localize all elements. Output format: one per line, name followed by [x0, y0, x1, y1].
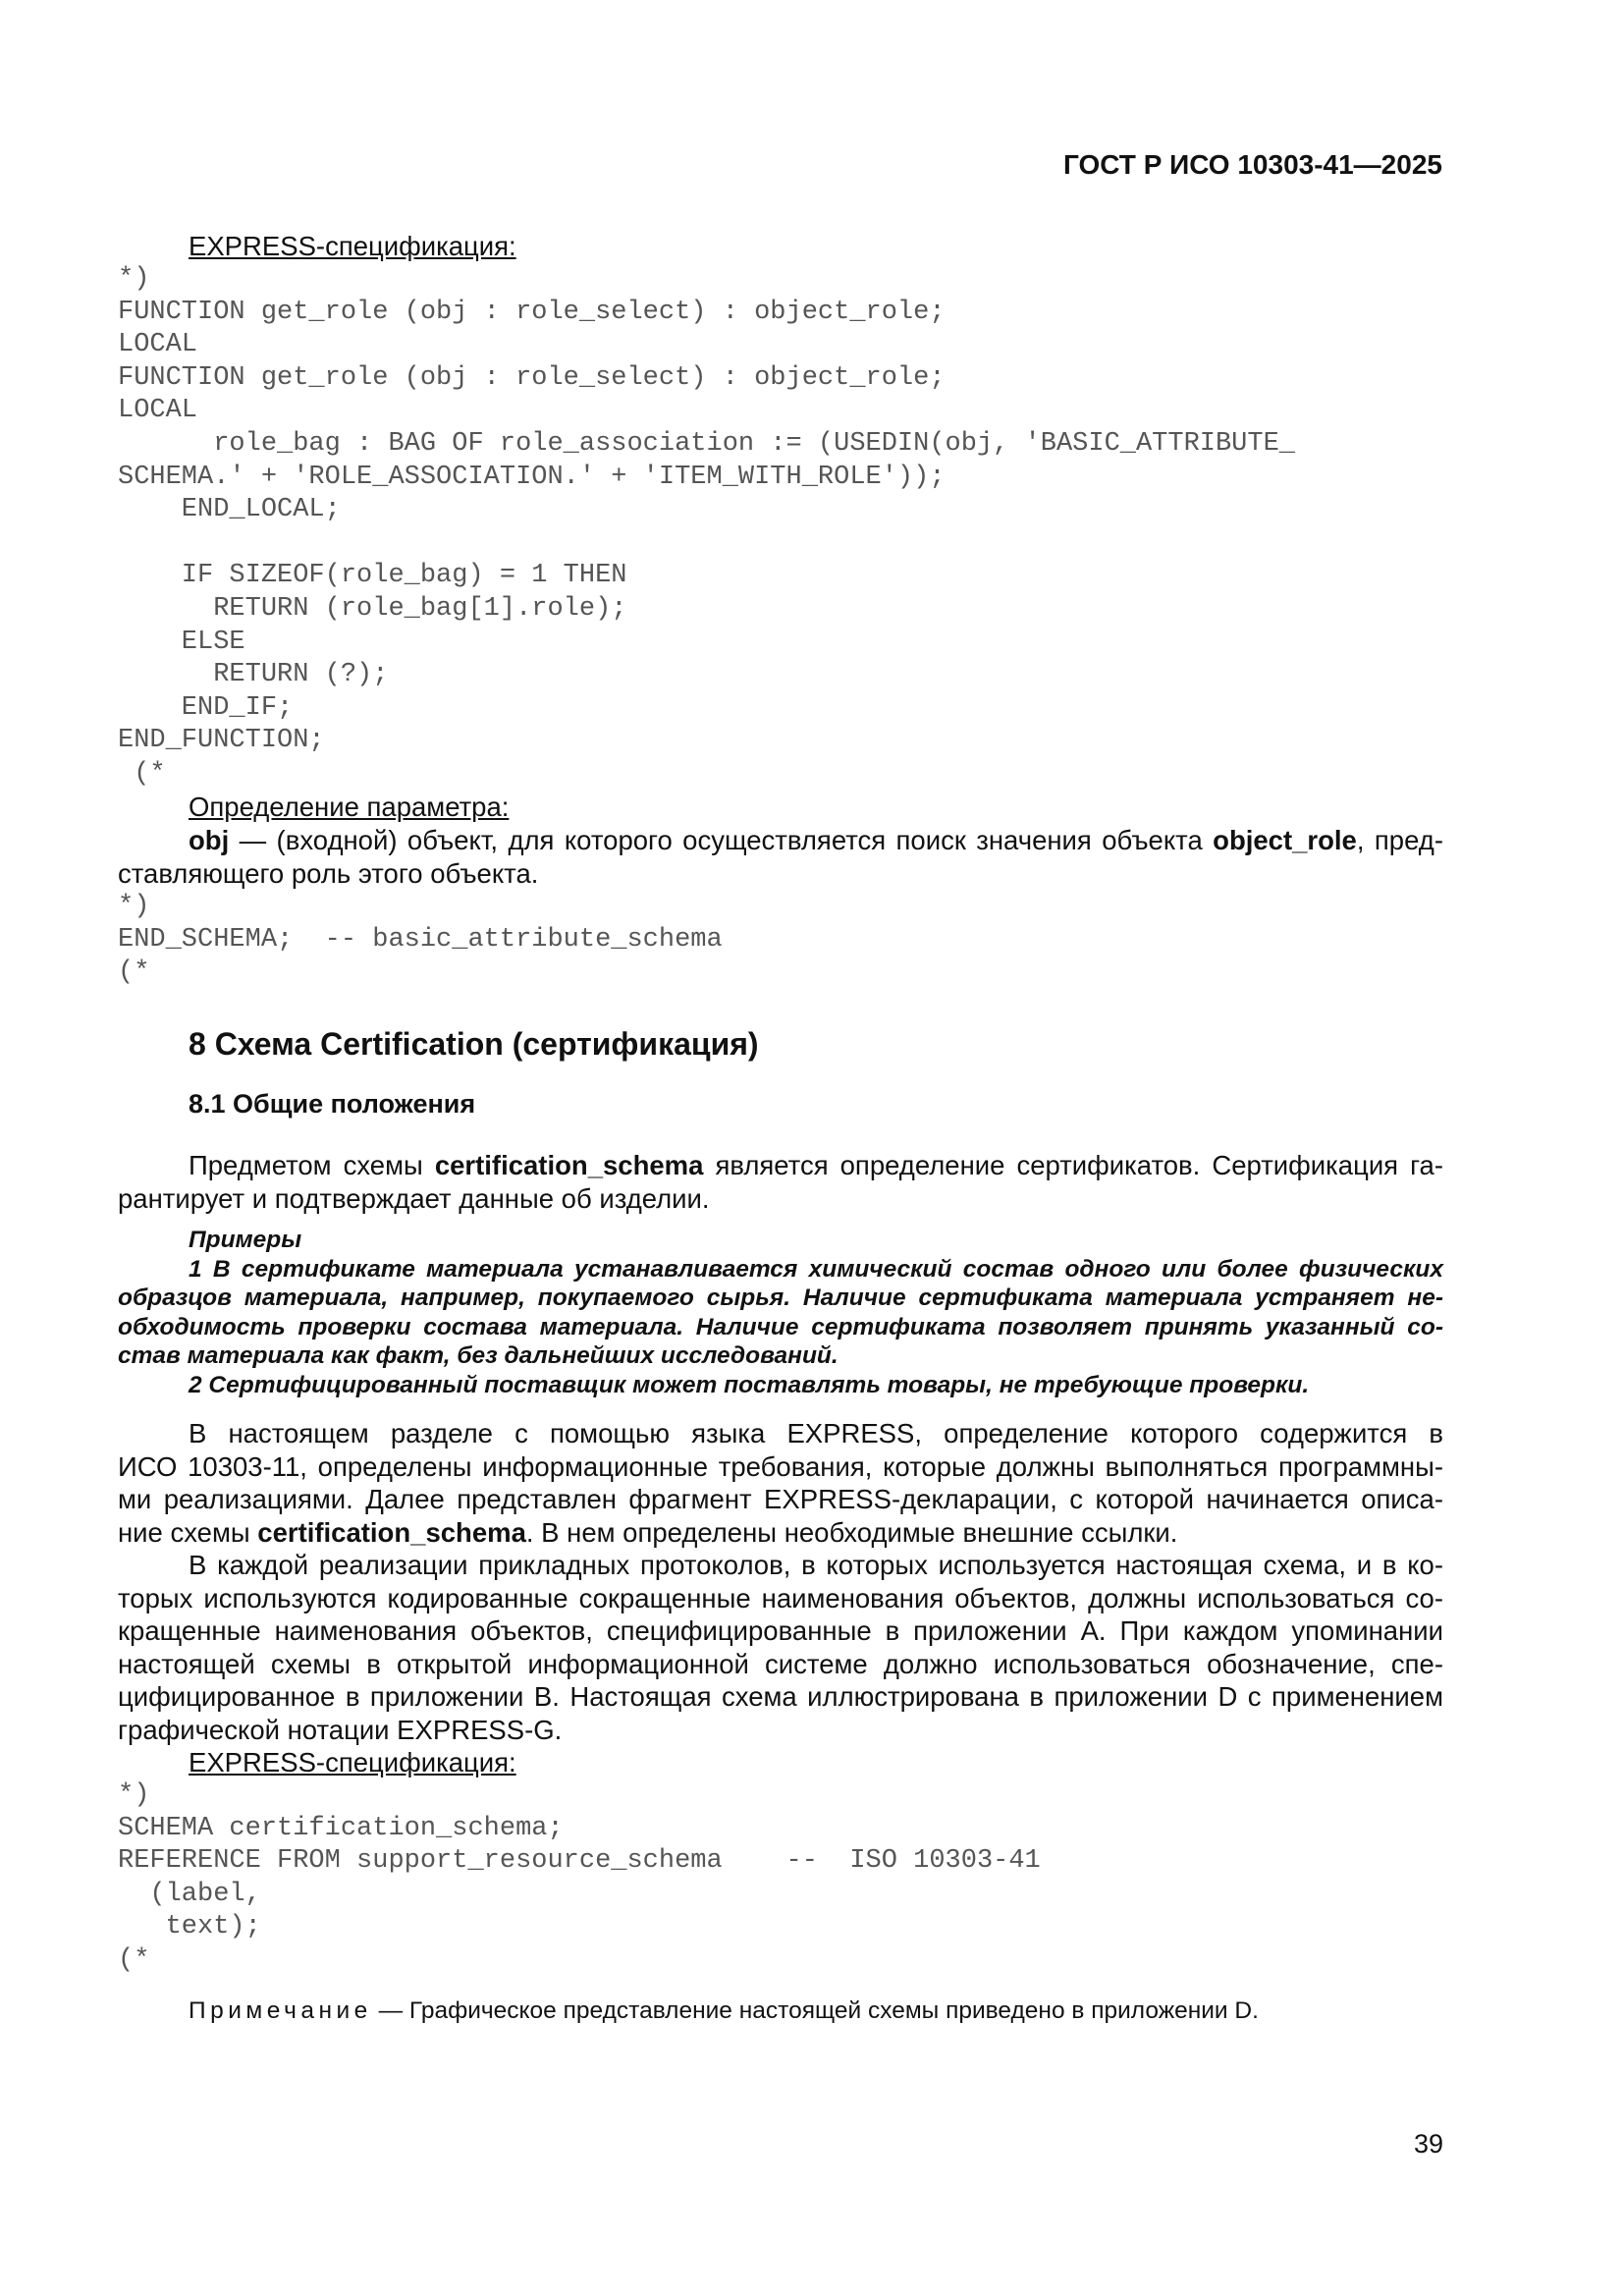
paragraph-express-intro [118, 1417, 1443, 1549]
example2: 2 Сертифицированный поставщик может поставлять товары, не требующие проверки. [189, 1371, 1310, 1398]
examples-title: Примеры [189, 1227, 302, 1253]
param-bold-object: object_role [1213, 825, 1357, 855]
para2-line3: кращенные наименования объектов, специфицированные в приложении А. При каждом упоминании [118, 1615, 1443, 1647]
para2-line4: настоящей схемы в открытой информационной системе должно использоваться обозначение, спе- [118, 1648, 1443, 1679]
param-def-line2: ставляющего роль этого объекта. [118, 857, 539, 889]
para1-line2: ИСО 10303-11, определены информационные требования, которые должны выполняться программны- [118, 1450, 1443, 1482]
section-title: 8 Схема Certification (сертификация) [189, 1026, 759, 1062]
note [189, 1997, 1259, 2025]
note-label: Примечание [189, 1997, 372, 2024]
param-def-text [118, 824, 1443, 890]
subsection-title: 8.1 Общие положения [189, 1089, 476, 1119]
param-def-heading: Определение параметра: [189, 792, 510, 822]
examples-block [118, 1226, 1443, 1399]
section-intro [118, 1149, 1443, 1215]
example1-line3: обходимость проверки состава материала. Наличие сертификата позволяет принять указанный со- [118, 1313, 1443, 1340]
para1-line4: ние схемы certification_schema. В нем определены необходимые внешние ссылки. [118, 1516, 1178, 1548]
para2-line6: графической нотации EXPRESS-G. [118, 1714, 563, 1745]
para2-line1: В каждой реализации прикладных протоколов, в которых используется настоящая схема, и в ко- [189, 1550, 1443, 1580]
para1-bold-schema: certification_schema [257, 1516, 526, 1548]
document-code-header: ГОСТ Р ИСО 10303-41—2025 [1063, 149, 1442, 180]
para2-line5: цифицированное в приложении В. Настоящая схема иллюстрирована в приложении D с применением [118, 1681, 1443, 1713]
note-text: — Графическое представление настоящей схемы приведено в приложении D. [371, 1997, 1259, 2024]
express-spec-heading: EXPRESS-спецификация: [189, 231, 516, 261]
paragraph-implementation [118, 1549, 1443, 1747]
express-code-end-schema: *) END_SCHEMA; -- basic_attribute_schema (* [118, 892, 723, 988]
example1-line1: 1 В сертификате материала устанавливается химический состав одного или более физических [189, 1255, 1443, 1283]
page-number: 39 [1414, 2129, 1444, 2159]
param-term: obj [189, 825, 230, 855]
express-spec-heading-2: EXPRESS-спецификация: [189, 1747, 516, 1777]
para2-line2: торых используются кодированные сокращенные наименования объектов, должны использоваться со- [118, 1582, 1443, 1613]
intro-line2: рантирует и подтверждает данные об изделии. [118, 1182, 710, 1214]
express-code-certification-schema: *) SCHEMA certification_schema; REFERENCE FROM support_resource_schema -- ISO 10303-41 (label, text); (* [118, 1780, 1041, 1975]
para1-line1: В настоящем разделе с помощью языка EXPRESS, определение которого содержится в [189, 1418, 1443, 1449]
intro-line1: Предметом схемы certification_schema является определение сертификатов. Сертификация га- [189, 1150, 1443, 1180]
intro-bold-schema: certification_schema [434, 1150, 704, 1180]
param-def-line1: obj — (входной) объект, для которого осуществляется поиск значения объекта object_role, пред- [189, 825, 1443, 855]
example1-line2: образцов материала, например, покупаемого сырья. Наличие сертификата материала устраняет не- [118, 1285, 1443, 1311]
para1-line3: ми реализациями. Далее представлен фрагмент EXPRESS-декларации, с которой начинается описа- [118, 1484, 1443, 1515]
express-code-get-role: *) FUNCTION get_role (obj : role_select) : object_role; LOCAL FUNCTION get_role (obj : role_select) : object_role; LOCAL role_bag : BAG OF role_association := (USEDIN(obj, 'BASIC_ATTRIBUTE_ SCHEMA.' + 'ROLE_ASSOCIATION.' + 'ITEM_WITH_ROLE')); END_LOCAL; IF SIZEOF(role_bag) = 1 THEN RETURN (role_bag[1].role); ELSE RETURN (?); END_IF; END_FUNCTION; (* [118, 264, 1295, 789]
example1-line4: став материала как факт, без дальнейших исследований. [118, 1342, 839, 1369]
